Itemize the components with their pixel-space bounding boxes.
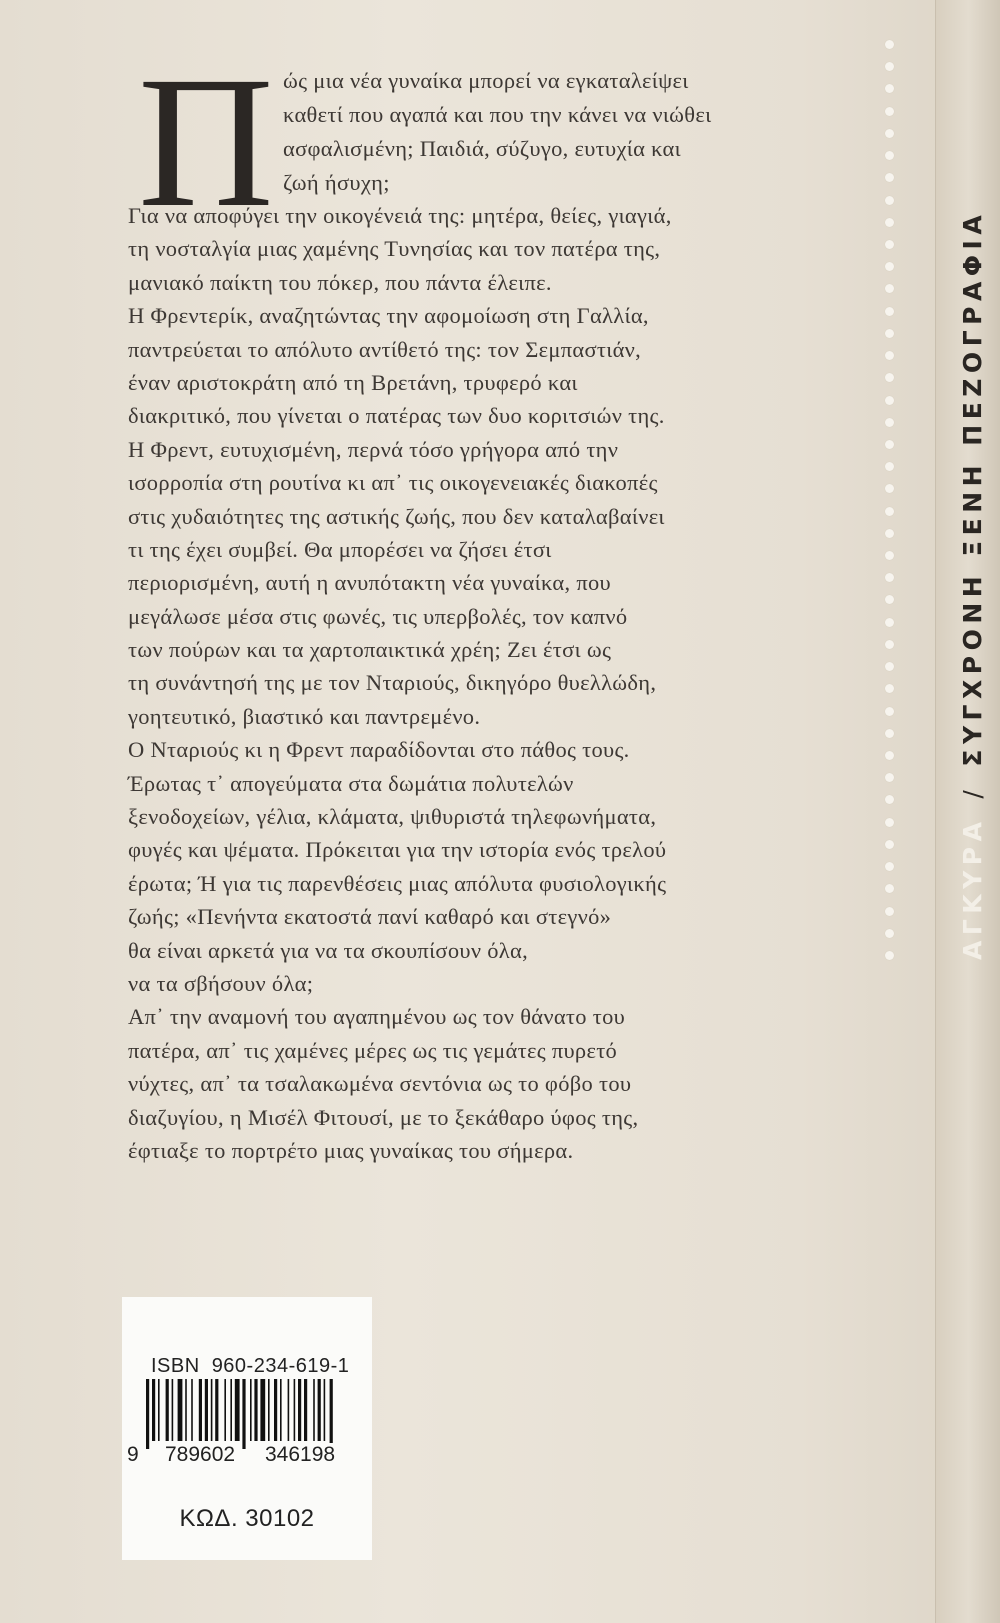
blurb-line: ξενοδοχείων, γέλια, κλάματα, ψιθυριστά τηλεφωνήματα,: [128, 804, 657, 830]
divider-dot: [885, 151, 894, 160]
blurb-line: τι της έχει συμβεί. Θα μπορέσει να ζήσει έτσι: [128, 536, 552, 562]
barcode-bar: [254, 1379, 257, 1441]
divider-dot: [885, 618, 894, 627]
divider-dot: [885, 84, 894, 93]
barcode-bar: [260, 1379, 265, 1441]
blurb-line: μεγάλωσε μέσα στις φωνές, τις υπερβολές, τον καπνό: [128, 603, 628, 629]
blurb-line: ζωή ήσυχη;: [283, 170, 390, 195]
divider-dot: [885, 707, 894, 716]
blurb-line: πατέρα, απ᾽ τις χαμένες μέρες ως τις γεμάτες πυρετό: [128, 1037, 618, 1063]
barcode-bar: [274, 1379, 277, 1441]
barcode-bar: [211, 1379, 213, 1441]
blurb-line: των πούρων και τα χαρτοπαικτικά χρέη; Ζει έτσι ως: [128, 637, 612, 663]
barcode-bar: [215, 1379, 218, 1441]
divider-dot: [885, 507, 894, 516]
barcode-bar: [318, 1379, 321, 1441]
barcode-bar: [313, 1379, 315, 1441]
blurb-line: διαζυγίου, η Μισέλ Φιτουσί, με το ξεκάθαρο ύφος της,: [128, 1104, 639, 1130]
divider-dot: [885, 373, 894, 382]
blurb-line: ασφαλισμένη; Παιδιά, σύζυγο, ευτυχία και: [283, 136, 681, 161]
blurb-line: τη συνάντησή της με τον Νταριούς, δικηγόρο θυελλώδη,: [128, 670, 657, 696]
blurb-line: θα είναι αρκετά για να τα σκουπίσουν όλα,: [128, 937, 529, 963]
divider-dot: [885, 529, 894, 538]
barcode-bar: [330, 1379, 333, 1449]
blurb-line: ώς μια νέα γυναίκα μπορεί να εγκαταλείψει: [283, 68, 689, 93]
isbn-number: 960-234-619-1: [211, 1355, 350, 1377]
divider-dot: [885, 640, 894, 649]
product-code: ΚΩΔ. 30102: [179, 1505, 315, 1532]
barcode-bar: [224, 1379, 226, 1441]
spine-publisher: ΑΓΚΥΡΑ: [958, 816, 987, 960]
blurb-line: φυγές και ψέματα. Πρόκειται για την ιστορία ενός τρελού: [128, 837, 667, 863]
divider-dot: [885, 907, 894, 916]
blurb-line: έφτιαξε το πορτρέτο μιας γυναίκας του σήμερα.: [128, 1137, 574, 1163]
barcode-bar: [146, 1379, 149, 1449]
blurb-line: Έρωτας τ᾽ απογεύματα στα δωμάτια πολυτελών: [128, 770, 574, 796]
blurb-line: στις χυδαιότητες της αστικής ζωής, που δεν καταλαβαίνει: [128, 503, 665, 529]
blurb-line: Η Φρεντερίκ, αναζητώντας την αφομοίωση στη Γαλλία,: [128, 303, 649, 329]
blurb-line: έρωτα; Ή για τις παρενθέσεις μιας απόλυτα φυσιολογικής: [128, 870, 667, 896]
blurb-line: Απ᾽ την αναμονή του αγαπημένου ως τον θάνατο του: [128, 1004, 626, 1030]
divider-dot: [885, 840, 894, 849]
barcode-bar: [166, 1379, 169, 1441]
divider-dot: [885, 62, 894, 71]
divider-dot: [885, 751, 894, 760]
blurb-line: παντρεύεται το απόλυτο αντίθετό της: τον Σεμπαστιάν,: [128, 336, 642, 362]
barcode-bar: [324, 1379, 326, 1441]
barcode-bar: [205, 1379, 208, 1441]
blurb-line: τη νοσταλγία μιας χαμένης Τυνησίας και τον πατέρα της,: [128, 236, 661, 262]
divider-dot: [885, 818, 894, 827]
barcode-bar: [235, 1379, 240, 1441]
blurb-line: ζωής; «Πενήντα εκατοστά πανί καθαρό και στεγνό»: [128, 904, 612, 930]
blurb-line: μανιακό παίκτη του πόκερ, που πάντα έλειπε.: [128, 269, 552, 295]
divider-dot: [885, 595, 894, 604]
blurb-opening: [283, 64, 711, 200]
divider-dot: [885, 884, 894, 893]
barcode-bar: [268, 1379, 270, 1441]
blurb-line: διακριτικό, που γίνεται ο πατέρας των δυο κοριτσιών της.: [128, 403, 665, 429]
isbn-text: [151, 1355, 349, 1378]
divider-dot: [885, 307, 894, 316]
barcode-bar: [250, 1379, 252, 1441]
divider-dot: [885, 240, 894, 249]
spine-separator: /: [958, 784, 987, 799]
blurb-line: ισορροπία στη ρουτίνα κι απ᾽ τις οικογενειακές διακοπές: [128, 470, 658, 496]
barcode-bar: [172, 1379, 174, 1441]
blurb-line: Για να αποφύγει την οικογένειά της: μητέρα, θείες, γιαγιά,: [128, 203, 672, 228]
barcode-bar: [280, 1379, 282, 1441]
blurb-line: περιορισμένη, αυτή η ανυπότακτη νέα γυναίκα, που: [128, 570, 611, 596]
divider-dot: [885, 551, 894, 560]
blurb-line: καθετί που αγαπά και που την κάνει να νιώθει: [283, 102, 712, 127]
divider-dot: [885, 218, 894, 227]
blurb-line: να τα σβήσουν όλα;: [128, 970, 314, 996]
spine-series: ΣΥΓΧΡΟΝΗ ΞΕΝΗ ΠΕΖΟΓΡΑΦΙΑ: [958, 209, 987, 767]
divider-dot: [885, 329, 894, 338]
isbn-label: ISBN: [151, 1355, 200, 1377]
spine-label: [958, 210, 988, 960]
divider-dot: [885, 462, 894, 471]
barcode-bar: [191, 1379, 193, 1441]
divider-dot: [885, 662, 894, 671]
divider-dot: [885, 795, 894, 804]
divider-dot: [885, 684, 894, 693]
barcode-bars: [144, 1379, 356, 1449]
divider-dot: [885, 440, 894, 449]
barcode-bar: [178, 1379, 183, 1441]
blurb-line: Η Φρεντ, ευτυχισμένη, περνά τόσο γρήγορα από την: [128, 436, 619, 462]
divider-dot: [885, 418, 894, 427]
blurb-line: γοητευτικό, βιαστικό και παντρεμένο.: [128, 703, 481, 729]
barcode-bar: [242, 1379, 245, 1449]
divider-dot: [885, 284, 894, 293]
divider-dot: [885, 107, 894, 116]
divider-dot: [885, 196, 894, 205]
divider-dot: [885, 929, 894, 938]
barcode-bar: [230, 1379, 232, 1441]
blurb-body: [128, 199, 672, 1167]
dotted-divider: [882, 40, 896, 960]
barcode-bar: [288, 1379, 290, 1441]
barcode-bar: [304, 1379, 307, 1441]
drop-cap: Π: [138, 37, 274, 246]
divider-dot: [885, 396, 894, 405]
divider-dot: [885, 484, 894, 493]
divider-dot: [885, 262, 894, 271]
barcode-bar: [199, 1379, 202, 1441]
barcode-digits-right: 346198: [265, 1443, 336, 1466]
blurb-line: νύχτες, απ᾽ τα τσαλακωμένα σεντόνια ως το φόβο του: [128, 1071, 632, 1097]
divider-dot: [885, 573, 894, 582]
barcode-bar: [158, 1379, 160, 1441]
divider-dot: [885, 40, 894, 49]
barcode-digits-left: 789602: [165, 1443, 236, 1466]
divider-dot: [885, 951, 894, 960]
divider-dot: [885, 351, 894, 360]
barcode-bar: [294, 1379, 296, 1441]
divider-dot: [885, 729, 894, 738]
barcode-bar: [298, 1379, 301, 1441]
barcode-bar: [185, 1379, 187, 1441]
blurb-line: Ο Νταριούς κι η Φρεντ παραδίδονται στο πάθος τους.: [128, 737, 630, 763]
barcode-bar: [152, 1379, 155, 1441]
barcode-digit-first: 9: [127, 1443, 139, 1466]
barcode-sticker: [122, 1297, 372, 1560]
divider-dot: [885, 173, 894, 182]
divider-dot: [885, 862, 894, 871]
blurb-line: έναν αριστοκράτη από τη Βρετάνη, τρυφερό και: [128, 369, 578, 395]
divider-dot: [885, 773, 894, 782]
divider-dot: [885, 129, 894, 138]
